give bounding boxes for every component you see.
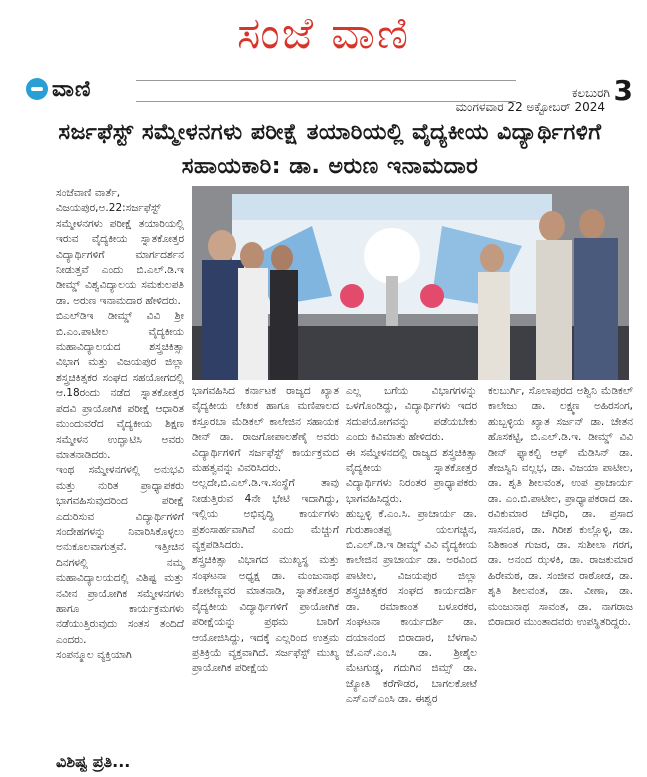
article-column-1: ಸಂಜೆವಾಣಿ ವಾರ್ತೆ, ವಿಜಯಪುರ,ಅ.22:ಸರ್ಜಫೆಸ್ಟ್ ಸಮ್ಮೇಳನಗಳು ಪರೀಕ್ಷೆ ತಯಾರಿಯಲ್ಲಿ ಇರುವ ವೈದ್ಯಕೀಯ ಸ್ನಾತಕೋತ್ತರ ವಿದ್ಯಾರ್ಥಿಗಳಿಗೆ ಮಾರ್ಗದರ್ಶನ ನೀಡುತ್ತವೆ ಎಂದು ಬಿ.ಎಲ್.ಡಿ.ಇ ಡೀಮ್ಡ್ ವಿಶ್ವವಿದ್ಯಾಲಯ ಸಮಕುಲಪತಿ ಡಾ. ಅರುಣ ಇನಾಮದಾರ ಹೇಳಿದರು. ಬಿಎಲ್‌ಡಿಇ ಡೀಮ್ಡ್ ವಿವಿ ಶ್ರೀ ಬಿ.ಎಂ.ಪಾಟೀಲ ವೈದ್ಯಕೀಯ ಮಹಾವಿದ್ಯಾಲಯದ ಶಸ್ತ್ರಚಿಕಿತ್ಸಾ ವಿಭಾಗ ಮತ್ತು ವಿಜಯಪುರ ಜಿಲ್ಲಾ ಶಸ್ತ್ರಚಿಕಿತ್ಸಕರ ಸಂಘದ ಸಹಯೋಗದಲ್ಲಿ ಆ.18ರಂದು ನಡೆದ ಸ್ನಾತಕೋತ್ತರ ಪದವಿ ಪ್ರಾಯೋಗಿಕ ಪರೀಕ್ಷೆ ಆಧಾರಿತ ಮುಂದುವರೆದ ವೈದ್ಯಕೀಯ ಶಿಕ್ಷಣ ಸಮ್ಮೇಳನ ಉದ್ಘಾಟಿಸಿ ಅವರು ಮಾತನಾಡಿದರು. ಇಂಥ ಸಮ್ಮೇಳನಗಳಲ್ಲಿ ಅನುಭವಿ ಮತ್ತು ನುರಿತ ಪ್ರಾಧ್ಯಾಪಕರು ಭಾಗವಹಿಸುವುದರಿಂದ ಪರೀಕ್ಷೆ ಎದುರಿಸುವ ವಿದ್ಯಾರ್ಥಿಗಳಿಗೆ ಸಂದೇಹಗಳನ್ನು ನಿವಾರಿಸಿಕೊಳ್ಳಲು ಅನುಕೂಲವಾಗುತ್ತವೆ. ಇತ್ತೀಚಿನ ದಿನಗಳಲ್ಲಿ ನಮ್ಮ ಮಹಾವಿದ್ಯಾಲಯದಲ್ಲಿ ವಿಶಿಷ್ಟ ಮತ್ತು ನವೀನ ಪ್ರಾಯೋಗಿಕ ಸಮ್ಮೇಳನಗಳು ಹಾಗೂ ಕಾರ್ಯಕ್ರಮಗಳು ನಡೆಯುತ್ತಿರುವುದು ಸಂತಸ ತಂದಿದೆ ಎಂದರು. ಸಂಪನ್ಮೂಲ ವ್ಯಕ್ತಿಯಾಗಿ [56,187,184,662]
header-rule-top [136,80,516,81]
article-column-3: ಎಲ್ಲ ಬಗೆಯ ವಿಭಾಗಗಳನ್ನು ಒಳಗೊಂಡಿದ್ದು, ವಿದ್ಯಾರ್ಥಿಗಳು ಇದರ ಸದುಪಯೋಗವನ್ನು ಪಡೆಯಬೇಕು ಎಂದು ಕಿವಿಮಾತು ಹೇಳಿದರು. ಈ ಸಮ್ಮೇಳನದಲ್ಲಿ ರಾಜ್ಯದ ಶಸ್ತ್ರಚಿಕಿತ್ಸಾ ವೈದ್ಯಕೀಯ ಸ್ನಾತಕೋತ್ತರ ವಿದ್ಯಾರ್ಥಿಗಳು ನಿರಂತರ ಪ್ರಾಧ್ಯಾಪಕರು ಭಾಗವಹಿಸಿದ್ದರು. ಹುಬ್ಬಳ್ಳಿ ಕೆ.ಎಂ.ಸಿ. ಪ್ರಾಚಾರ್ಯ ಡಾ. ಗುರುಶಾಂತಪ್ಪ ಯಲಗಚ್ಚಿನ, ಬಿ.ಎಲ್.ಡಿ.ಇ ಡೀಮ್ಡ್ ವಿವಿ ವೈದ್ಯಕೀಯ ಕಾಲೇಜಿನ ಪ್ರಾಚಾರ್ಯ ಡಾ. ಅರವಿಂದ ಪಾಟೀಲ, ವಿಜಯಪುರ ಜಿಲ್ಲಾ ಶಸ್ತ್ರಚಿಕಿತ್ಸಕರ ಸಂಘದ ಕಾರ್ಯದರ್ಶಿ ಡಾ. ರಮಾಕಾಂತ ಬಳೂರಕರ, ಸಂಘಟನಾ ಕಾರ್ಯದರ್ಶಿ ಡಾ. ದಯಾನಂದ ಬಿರಾದಾರ, ಬೆಳಗಾವಿ ಜೆ.ಎನ್.ಎಂ.ಸಿ ಡಾ. ಶ್ರೀಶೈಲ ಮೆಟಗುಡ್ಡ, ಗದುಗಿನ ಜಿಮ್ಸ್ ಡಾ. ಜ್ಯೋತಿ ಕರೆಗೌಡರ, ಬಾಗಲಕೋಟೆ ಎಸ್‌ಎನ್‌ಎಂಸಿ ಡಾ. ಈಶ್ವರ [346,385,477,706]
next-article-heading: ವಿಶಿಷ್ಟ ಪ್ರತಿ... [56,752,131,771]
article-column-4: ಕಲಬುರ್ಗಿ, ಸೊಲಾಪುರದ ಅಶ್ವಿನಿ ಮೆಡಿಕಲ್ ಕಾಲೇಜು ಡಾ. ಲಕ್ಷ್ಮಣ ಅಹಿರಸಂಗ, ಹುಬ್ಬಳ್ಳಿಯ ಖ್ಯಾತ ಸರ್ಜನ್ ಡಾ. ಚೇತನ ಹೊಸಕಟ್ಟಿ, ಬಿ.ಎಲ್.ಡಿ.ಇ. ಡೀಮ್ಡ್ ವಿವಿ ಡೀನ್ ಫ್ಯಾಕಲ್ಟಿ ಆಫ್ ಮೆಡಿಸಿನ್ ಡಾ. ತೇಜಸ್ವಿನಿ ವಲ್ಲಭ, ಡಾ. ವಿಜಯಾ ಪಾಟೀಲ, ಡಾ. ಶೃತಿ ಶೀಲವಂತ, ಉಪ ಪ್ರಾಚಾರ್ಯ ಡಾ. ಎಂ.ಬಿ.ಪಾಟೀಲ, ಪ್ರಾಧ್ಯಾಪಕರಾದ ಡಾ. ರವಿಕುಮಾರ ಚೌಧರಿ, ಡಾ. ಪ್ರಸಾದ ಸಾಸನೂರ, ಡಾ. ಗಿರೀಶ ಕುಲ್ಲೊಳ್ಳಿ, ಡಾ. ನಿಶಿಕಾಂತ ಗುಜರ, ಡಾ. ಸುಶೀಲಾ ಗರಗ, ಡಾ. ಅನಂದ ಝಳಕಿ, ಡಾ. ರಾಜಕುಮಾರ ಹಿರೇಮಠ, ಡಾ. ಸಂಜೀವ ರಾಠೋಡ, ಡಾ. ಶೃತಿ ಶೀಲವಂತ, ಡಾ. ವೀಣಾ, ಡಾ. ಮಂಜುನಾಥ ಸಾವಂತ, ಡಾ. ನಾಗರಾಜ ಬಿರಾದಾರ ಮುಂತಾದವರು ಉಪಸ್ಥಿತರಿದ್ದರು. [488,385,633,629]
masthead [0,0,647,68]
photo-illustration [192,186,629,380]
vaani-logo [26,76,91,102]
page-number: 3 [613,74,633,107]
article-column-2: ಭಾಗವಹಿಸಿದ ಕರ್ನಾಟಕ ರಾಜ್ಯದ ಖ್ಯಾತ ವೈದ್ಯಕೀಯ ಲೇಖಕ ಹಾಗೂ ಮಣಿಪಾಲದ ಕಸ್ತೂರಬಾ ಮೆಡಿಕಲ್ ಕಾಲೇಜಿನ ಸಹಾಯಕ ಡೀನ್ ಡಾ. ರಾಜಗೋಪಾಲಶೆಣೈ ಅವರು ವಿದ್ಯಾರ್ಥಿಗಳಿಗೆ ಸರ್ಜಫೆಸ್ಟ್ ಕಾರ್ಯಕ್ರಮದ ಮಹತ್ವವನ್ನು ವಿವರಿಸಿದರು. ಅಲ್ಲದೇ,ಬಿ.ಎಲ್.ಡಿ.ಇ.ಸಂಸ್ಥೆಗೆ ತಾವು ನೀಡುತ್ತಿರುವ 4ನೇ ಭೇಟಿ ಇದಾಗಿದ್ದು, ಇಲ್ಲಿಯ ಅಭಿವೃದ್ಧಿ ಕಾರ್ಯಗಳು ಪ್ರಶಂಸಾರ್ಹವಾಗಿವೆ ಎಂದು ಮೆಚ್ಚುಗೆ ವ್ಯಕ್ತಪಡಿಸಿದರು. ಶಸ್ತ್ರಚಿಕಿತ್ಸಾ ವಿಭಾಗದ ಮುಖ್ಯಸ್ಥ ಮತ್ತು ಸಂಘಟನಾ ಅಧ್ಯಕ್ಷ ಡಾ. ಮಂಜುನಾಥ ಕೋಟೆಣ್ಣವರ ಮಾತನಾಡಿ, ಸ್ನಾತಕೋತ್ತರ ವೈದ್ಯಕೀಯ ವಿದ್ಯಾರ್ಥಿಗಳಿಗೆ ಪ್ರಾಯೋಗಿಕ ಪರೀಕ್ಷೆಯನ್ನು ಪ್ರಥಮ ಬಾರಿಗೆ ಆಯೋಜಿಸಿದ್ದು, ಇದಕ್ಕೆ ಎಲ್ಲರಿಂದ ಉತ್ತಮ ಪ್ರತಿಕ್ರಿಯೆ ವ್ಯಕ್ತವಾಗಿದೆ. ಸರ್ಜಫೆಸ್ಟ್ ಮುಖ್ಯ ಪ್ರಾಯೋಗಿಕ ಪರೀಕ್ಷೆಯ [192,385,339,675]
globe-icon [26,78,48,100]
event-photo [192,186,629,380]
headline: ಸರ್ಜಫೆಸ್ಟ್ ಸಮ್ಮೇಳನಗಳು ಪರೀಕ್ಷೆ ತಯಾರಿಯಲ್ಲಿ ವೈದ್ಯಕೀಯ ವಿದ್ಯಾರ್ಥಿಗಳಿಗೆ ಸಹಾಯಕಾರಿ: ಡಾ. ಅರುಣ ಇನಾಮದಾರ [58,120,602,179]
logo-text: ವಾಣಿ [52,76,92,102]
edition-date: ಮಂಗಳವಾರ 22 ಅಕ್ಟೋಬರ್ 2024 [455,100,605,114]
newspaper-title: ಸಂಜೆ ವಾಣಿ [236,8,411,59]
edition-city: ಕಲಬುರಗಿ [571,86,610,100]
